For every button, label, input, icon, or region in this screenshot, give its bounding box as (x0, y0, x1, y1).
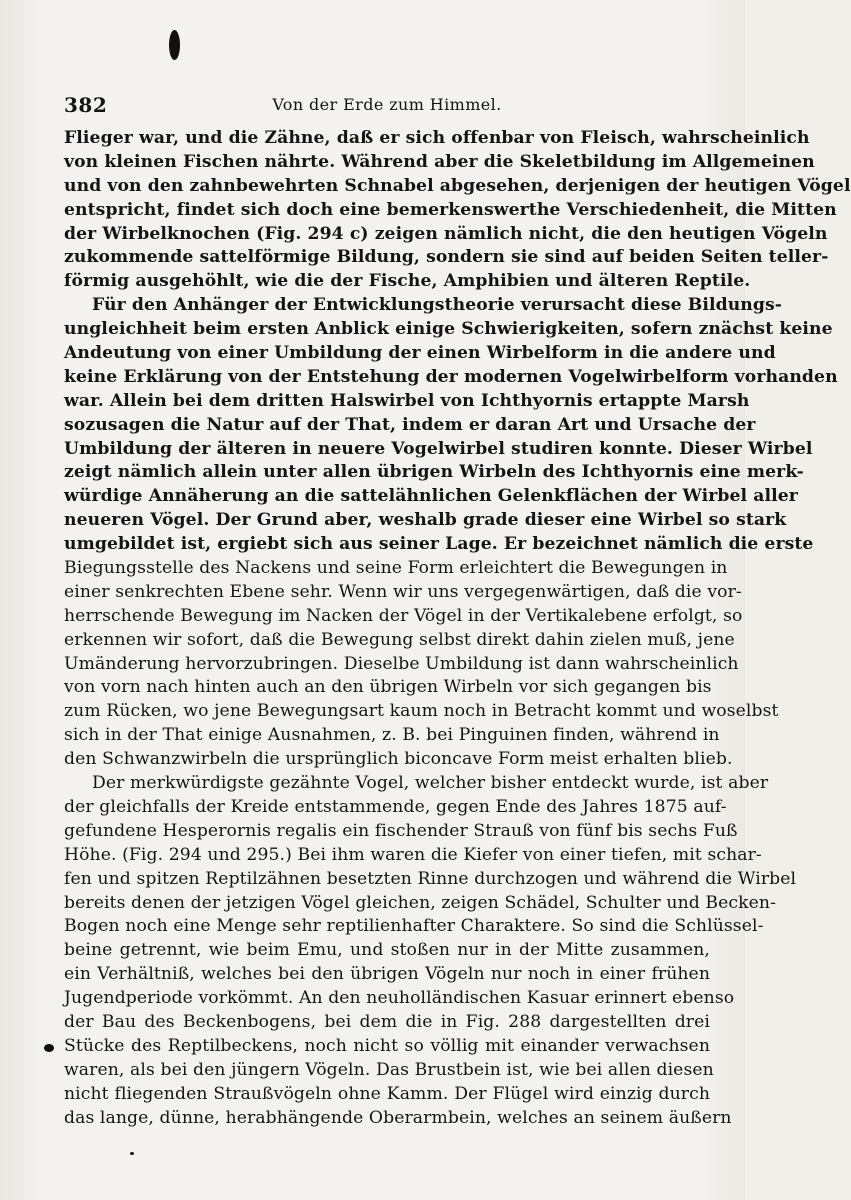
ink-blot (169, 30, 180, 60)
text-line: beine getrennt, wie beim Emu, und stoßen nur in der Mitte zusammen, (64, 940, 710, 961)
text-line: Höhe. (Fig. 294 und 295.) Bei ihm waren die Kiefer von einer tiefen, mit schar- (64, 844, 762, 865)
text-line: umgebildet ist, ergiebt sich aus seiner Lage. Er bezeichnet nämlich die erste (64, 534, 814, 555)
text-line: waren, als bei den jüngern Vögeln. Das Brustbein ist, wie bei allen diesen (64, 1059, 714, 1080)
text-line: ungleichheit beim ersten Anblick einige Schwierigkeiten, sofern znächst keine (64, 319, 833, 340)
text-line: einer senkrechten Ebene sehr. Wenn wir uns vergegenwärtigen, daß die vor- (64, 581, 742, 602)
text-line: Umbildung der älteren in neuere Vogelwirbel studiren konnte. Dieser Wirbel (64, 438, 813, 459)
text-line: Umänderung hervorzubringen. Dieselbe Umbildung ist dann wahrscheinlich (64, 653, 739, 674)
text-line: Stücke des Reptilbeckens, noch nicht so völlig mit einander verwachsen (64, 1035, 710, 1056)
text-line: Bogen noch eine Menge sehr reptilienhafter Charaktere. So sind die Schlüssel- (64, 916, 764, 937)
text-line: und von den zahnbewehrten Schnabel abgesehen, derjenigen der heutigen Vögel (64, 175, 851, 196)
text-line: förmig ausgehöhlt, wie die der Fische, Amphibien und älteren Reptile. (64, 271, 751, 292)
text-line: herrschende Bewegung im Nacken der Vögel in der Vertikalebene erfolgt, so (64, 605, 743, 626)
text-line: entspricht, findet sich doch eine bemerkenswerthe Verschiedenheit, die Mitten (64, 199, 837, 220)
text-line: der Bau des Beckenbogens, bei dem die in Fig. 288 dargestellten drei (64, 1011, 710, 1032)
text-line: von vorn nach hinten auch an den übrigen Wirbeln vor sich gegangen bis (64, 677, 712, 698)
text-line: der Wirbelknochen (Fig. 294 c) zeigen nämlich nicht, die den heutigen Vögeln (64, 223, 828, 244)
text-line: gefundene Hesperornis regalis ein fischender Strauß von fünf bis sechs Fuß (64, 820, 738, 841)
text-line: von kleinen Fischen nährte. Während aber die Skeletbildung im Allgemeinen (64, 151, 815, 172)
text-line: fen und spitzen Reptilzähnen besetzten Rinne durchzogen und während die Wirbel (64, 868, 797, 889)
text-line: sozusagen die Natur auf der That, indem er daran Art und Ursache der (64, 414, 756, 435)
ink-blot (44, 1044, 54, 1052)
page-header (64, 93, 710, 121)
page-number: 382 (64, 93, 108, 117)
text-line: Für den Anhänger der Entwicklungstheorie verursacht diese Bildungs- (92, 295, 783, 316)
text-line: Biegungsstelle des Nackens und seine Form erleichtert die Bewegungen in (64, 558, 728, 579)
body-text (64, 127, 851, 1130)
text-line: bereits denen der jetzigen Vögel gleichen, zeigen Schädel, Schulter und Becken- (64, 892, 776, 913)
text-line: zukommende sattelförmige Bildung, sondern sie sind auf beiden Seiten teller- (64, 247, 829, 268)
text-line: sich in der That einige Ausnahmen, z. B. bei Pinguinen finden, während in (64, 725, 720, 746)
text-line: zum Rücken, wo jene Bewegungsart kaum noch in Betracht kommt und woselbst (64, 701, 779, 722)
text-line: nicht fliegenden Straußvögeln ohne Kamm. Der Flügel wird einzig durch (64, 1083, 710, 1104)
text-line: würdige Annäherung an die sattelähnlichen Gelenkflächen der Wirbel aller (64, 486, 798, 507)
text-line: Jugendperiode vorkömmt. An den neuholländischen Kasuar erinnert ebenso (64, 988, 735, 1009)
ink-speck (130, 1152, 134, 1155)
text-line: Andeutung von einer Umbildung der einen Wirbelform in die andere und (64, 343, 776, 364)
text-line: ein Verhältniß, welches bei den übrigen Vögeln nur noch in einer frühen (64, 964, 710, 985)
text-line: erkennen wir sofort, daß die Bewegung selbst direkt dahin zielen muß, jene (64, 629, 735, 650)
text-line: war. Allein bei dem dritten Halswirbel von Ichthyornis ertappte Marsh (64, 390, 750, 411)
running-head: Von der Erde zum Himmel. (272, 95, 502, 114)
text-line: Der merkwürdigste gezähnte Vogel, welcher bisher entdeckt wurde, ist aber (92, 773, 769, 794)
text-line: der gleichfalls der Kreide entstammende, gegen Ende des Jahres 1875 auf- (64, 796, 727, 817)
text-line: zeigt nämlich allein unter allen übrigen Wirbeln des Ichthyornis eine merk- (64, 462, 804, 483)
text-line: keine Erklärung von der Entstehung der modernen Vogelwirbelform vorhanden (64, 366, 838, 387)
text-line: den Schwanzwirbeln die ursprünglich biconcave Form meist erhalten blieb. (64, 749, 733, 770)
text-line: Flieger war, und die Zähne, daß er sich offenbar von Fleisch, wahrscheinlich (64, 128, 810, 148)
text-line: neueren Vögel. Der Grund aber, weshalb grade dieser eine Wirbel so stark (64, 510, 787, 531)
text-line: das lange, dünne, herabhängende Oberarmbein, welches an seinem äußern (64, 1107, 732, 1128)
